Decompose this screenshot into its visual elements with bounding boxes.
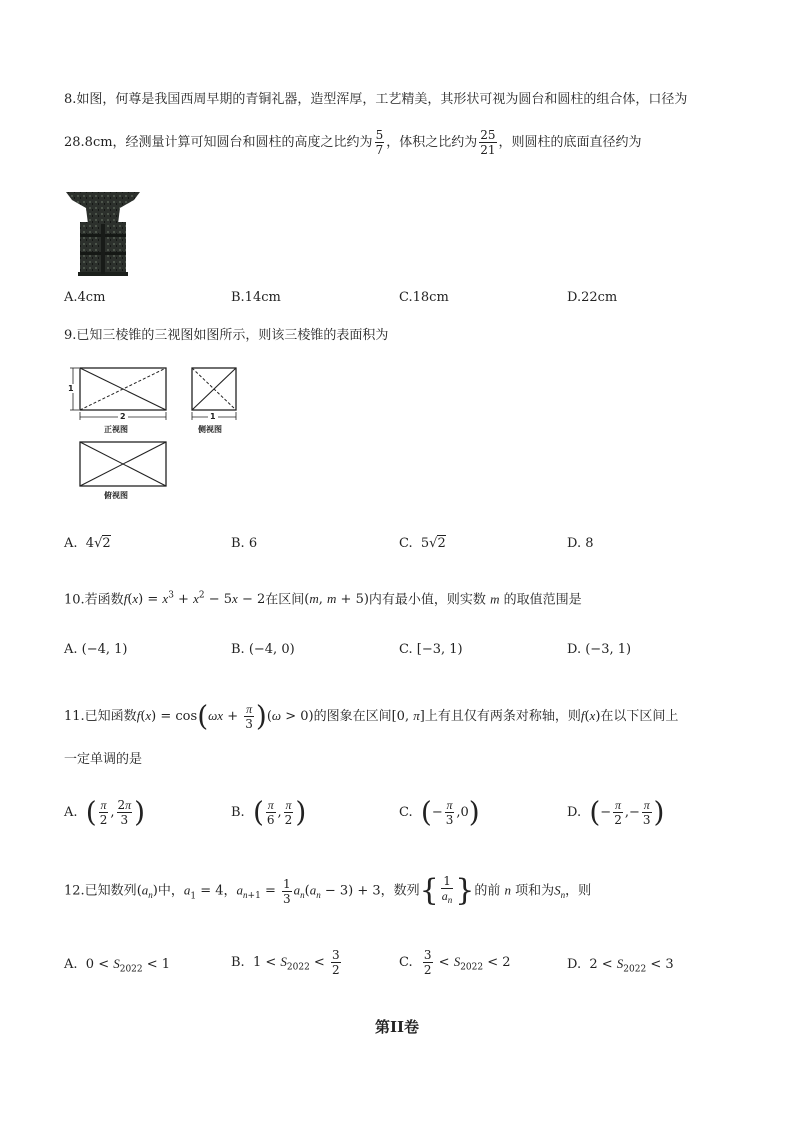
q11-option-d[interactable]: D. (− $\frac{\pi}{2}$ ,− $\frac{\pi}{3}$ ) xyxy=(567,795,665,829)
q8-line2: 28.8cm，经测量计算可知圆台和圆柱的高度之比约为 $\frac{5}{7}$ ，体积之比约为 $\frac{25}{21}$ ，则圆柱的底面直径约为 xyxy=(64,128,642,157)
q10-interval: (m, m + 5) xyxy=(304,591,369,608)
q8-line1: 8.如图，何尊是我国西周早期的青铜礼器，造型浑厚，工艺精美，其形状可视为圆台和圆柱的组合体，口径为 xyxy=(64,92,688,107)
q11-line2: 一定单调的是 xyxy=(64,752,143,767)
he-zun-vessel-image xyxy=(64,188,142,278)
q11-line1: 11.已知函数f(x) = cos(ωx + $\frac{\pi}{3}$ )(ω > 0)的图象在区间[0, π]上有且仅有两条对称轴，则f(x)在以下区间上 xyxy=(64,699,679,733)
ratio-25-21: $\frac{25}{21}$ xyxy=(480,128,496,157)
q11-option-a[interactable]: A. ( $\frac{\pi}{2}$ , $\frac{2\pi}{3}$ ) xyxy=(64,795,146,829)
q10-option-a[interactable]: A. (−4, 1) xyxy=(64,642,128,657)
dim-width-label: 2 xyxy=(120,412,126,421)
q10-text: 10.若函数$f(x) = x^3 + x^2 - 5x - 2$在区间(m, m + 5)内有最小值，则实数 m 的取值范围是 xyxy=(64,591,582,608)
q8-option-b[interactable]: B.14cm xyxy=(231,290,281,305)
q12-option-d[interactable]: D. $2 < S_{2022} < 3$ xyxy=(567,956,674,975)
sqrt-icon: √ xyxy=(429,536,438,551)
q9-option-d[interactable]: D. 8 xyxy=(567,536,594,551)
q12-option-c[interactable]: C. $\frac{3}{2}$ < $S_{2022} < 2$ xyxy=(399,948,511,977)
sqrt-icon: √ xyxy=(94,536,103,551)
q12-text: 12.已知数列$(a_n)$中，$a_1 = 4$，$a_{n+1}$ = $\frac{1}{3}$ $a_n(a_n - 3) + 3$，数列{ $\frac{1}{a_n}$ }的前 n 项和为$S_n$，则 xyxy=(64,873,592,909)
top-view-label: 俯视图 xyxy=(104,491,128,500)
front-view-label: 正视图 xyxy=(104,425,128,434)
q9-option-b[interactable]: B. 6 xyxy=(231,536,258,551)
dim-height-label: 1 xyxy=(68,384,74,393)
ratio-5-7: $\frac{5}{7}$ xyxy=(375,128,384,157)
q9-option-a[interactable]: A. 4√2 xyxy=(64,536,111,551)
three-view-drawing xyxy=(64,362,250,502)
q9-text: 9.已知三棱锥的三视图如图所示，则该三棱锥的表面积为 xyxy=(64,328,389,343)
q11-function: f(x) = cos(ωx + $\frac{\pi}{3}$ )(ω > 0) xyxy=(136,699,314,733)
side-view-label: 侧视图 xyxy=(198,425,222,434)
q8-option-a[interactable]: A.4cm xyxy=(64,290,106,305)
q10-function: $f(x) = x^3 + x^2 - 5x - 2$ xyxy=(123,591,266,608)
q8-option-d[interactable]: D.22cm xyxy=(567,290,618,305)
q9-option-c[interactable]: C. 5√2 xyxy=(399,536,446,551)
q10-option-d[interactable]: D. (−3, 1) xyxy=(567,642,632,657)
q10-option-c[interactable]: C. [−3, 1) xyxy=(399,642,463,657)
q12-option-a[interactable]: A. $0 < S_{2022} < 1$ xyxy=(64,956,171,975)
q11-option-b[interactable]: B. ( $\frac{\pi}{6}$ , $\frac{\pi}{2}$ ) xyxy=(231,795,307,829)
section-title: 第II卷 xyxy=(374,1018,420,1036)
q8-option-c[interactable]: C.18cm xyxy=(399,290,449,305)
q12-option-b[interactable]: B. $1 < S_{2022}$ < $\frac{3}{2}$ xyxy=(231,948,340,977)
q11-option-c[interactable]: C. (− $\frac{\pi}{3}$ ,0) xyxy=(399,795,480,829)
q10-option-b[interactable]: B. (−4, 0) xyxy=(231,642,295,657)
dim-side-label: 1 xyxy=(210,412,216,421)
